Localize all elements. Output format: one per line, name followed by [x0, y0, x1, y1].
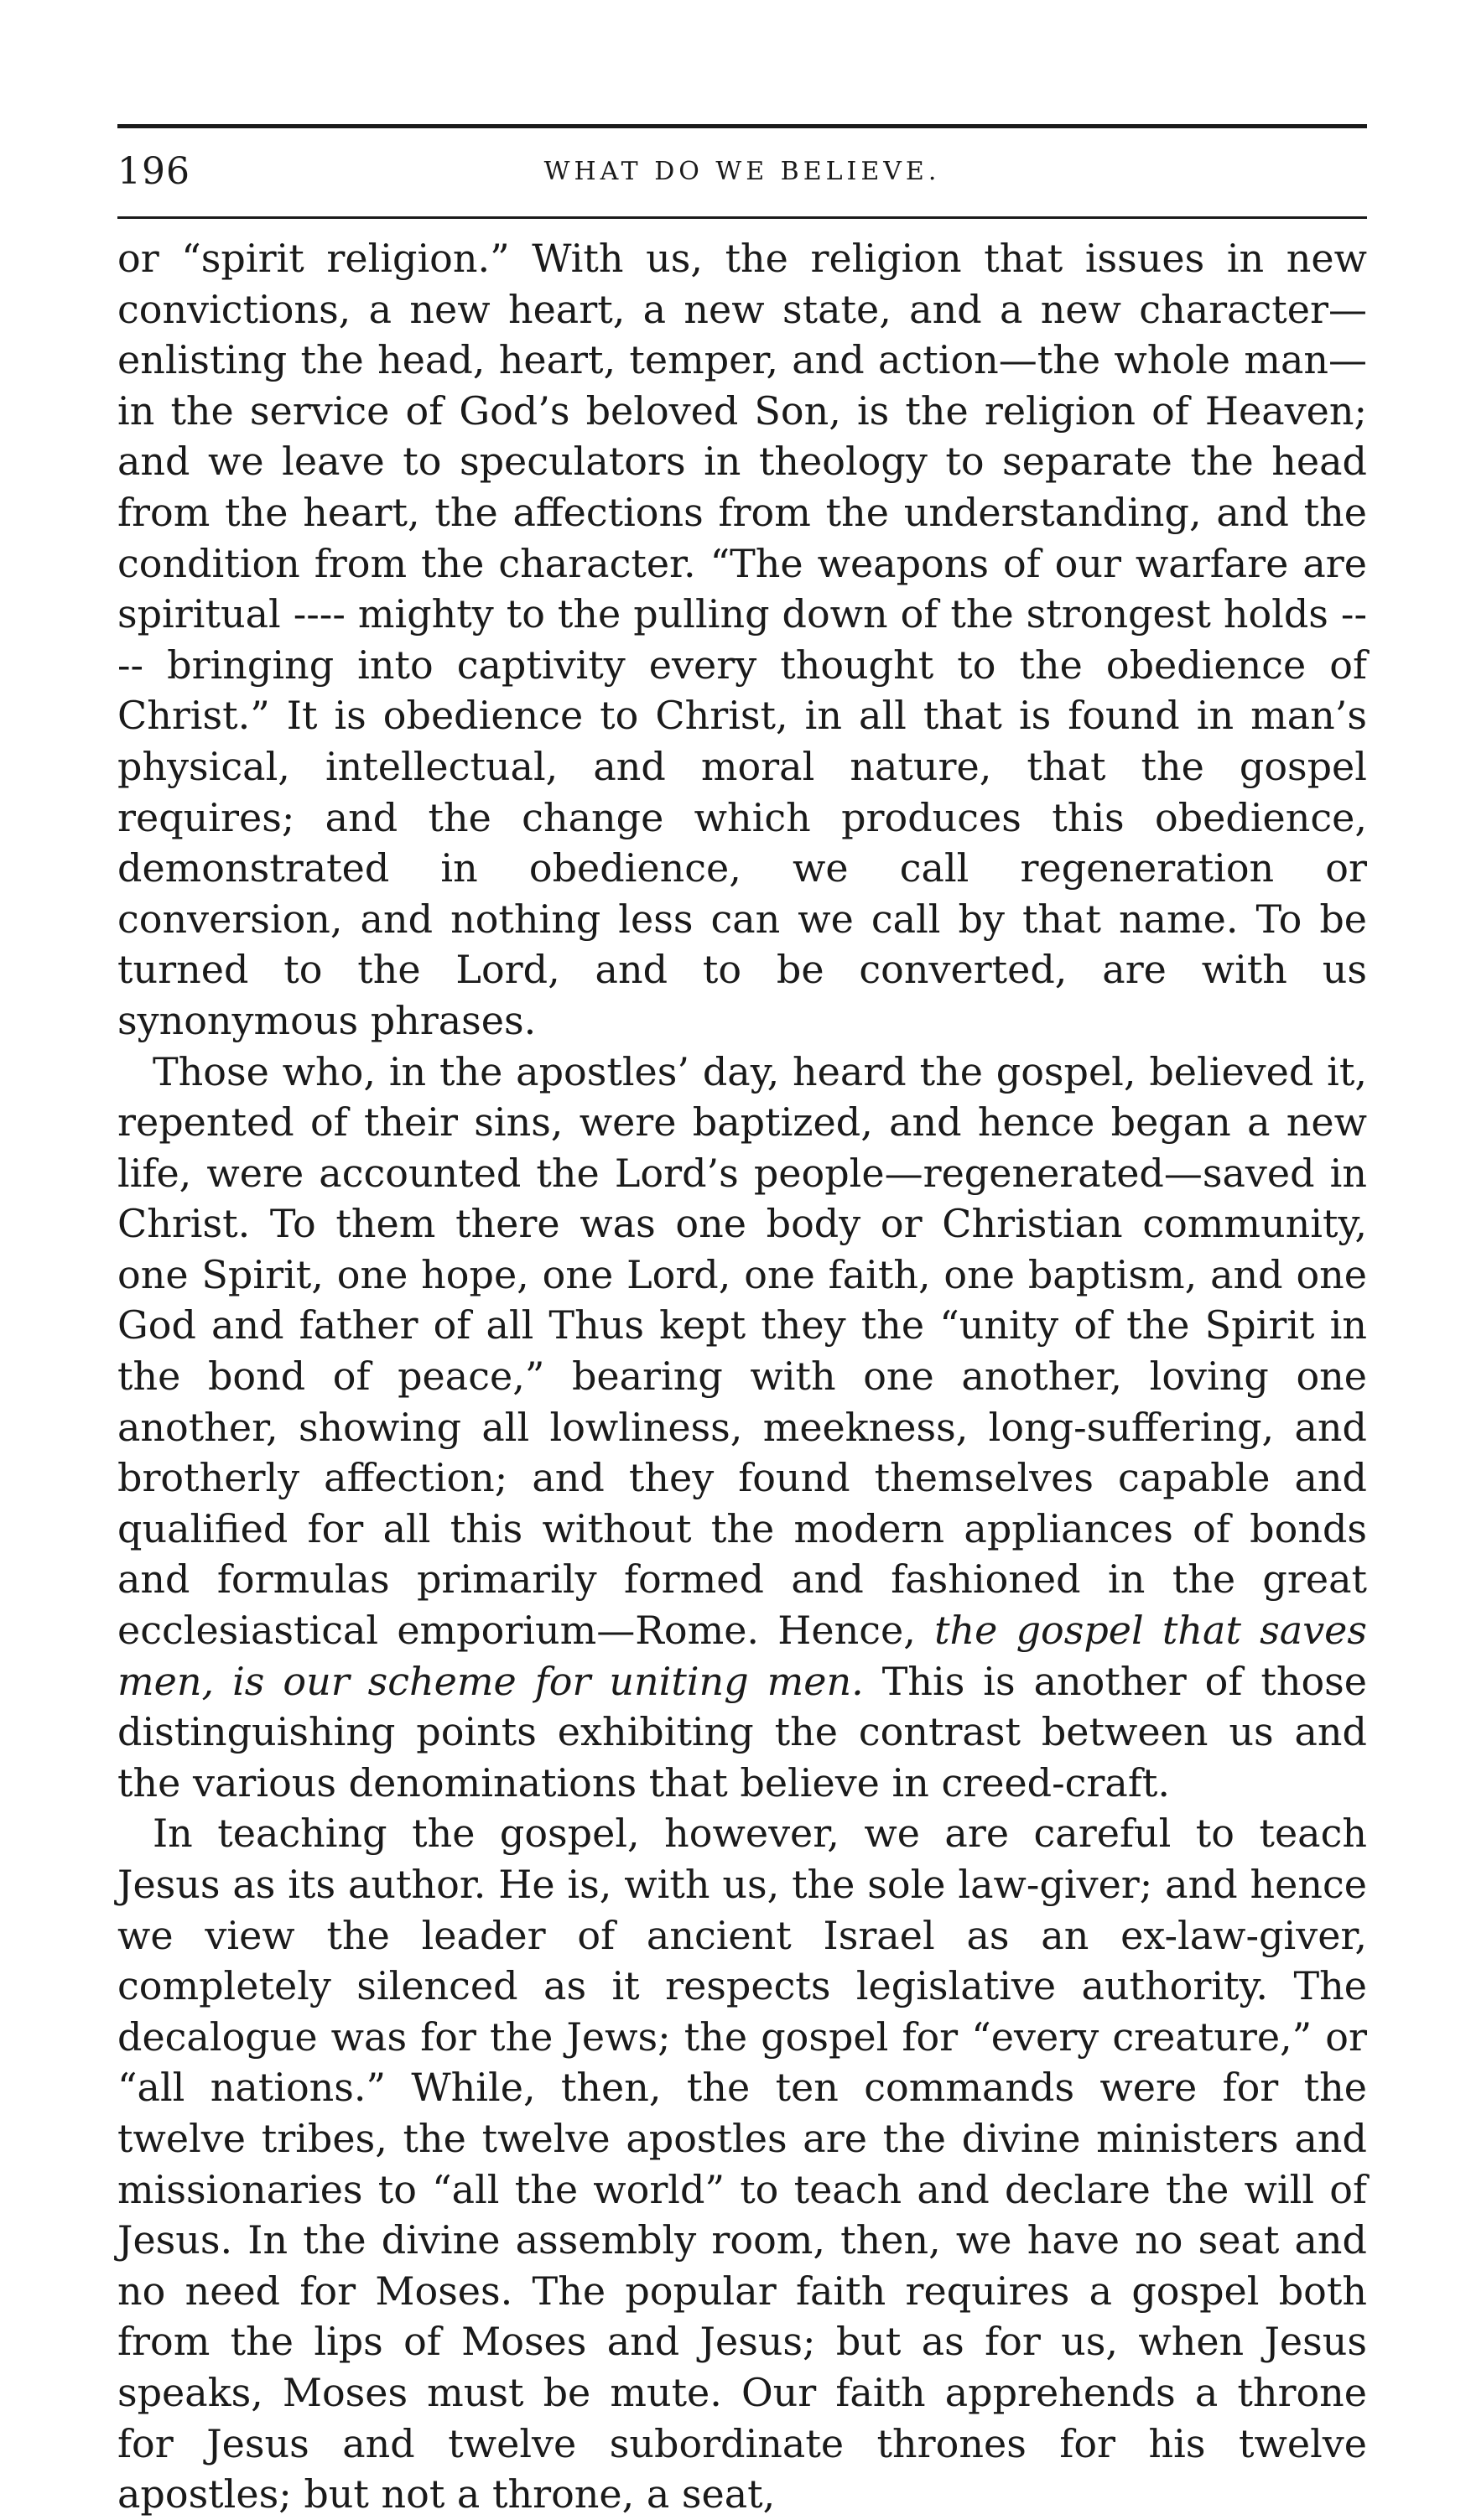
paragraph-1: or “spirit religion.” With us, the religion that issues in new convictions, a new heart, a new state, and a new character—enlisting the head, heart, temper, and action—the whole man—in the service of God’s beloved Son, is the religion of Heaven; and we leave to speculators in theology to separate the head from the heart, the affections from the understanding, and the condition from the character. “The weapons of our warfare are spiritual ---- mighty to the pulling down of the strongest holds ---- bringing into captivity every thought to the obedience of Christ.” It is obedience to Christ, in all that is found in man’s physical, intellectual, and moral nature, that the gospel requires; and the change which produces this obedience, demonstrated in obedience, we call regeneration or conversion, and nothing less can we call by that name. To be turned to the Lord, and to be converted, are with us synonymous phrases. — [117, 236, 1367, 1043]
running-title: WHAT DO WE BELIEVE. — [543, 157, 941, 186]
paragraph-2-italic: the gospel that saves men, is our scheme for uniting men. — [117, 1608, 1368, 1704]
paragraph-2-end: This is another of those distinguishing points exhibiting the contrast between us and the various denominations that believe in creed-craft. — [117, 1658, 1368, 1806]
page-number: 196 — [117, 150, 190, 193]
body-text — [117, 233, 1367, 2520]
top-rule — [117, 124, 1367, 128]
running-head — [117, 143, 1367, 201]
header-rule — [117, 216, 1367, 219]
paragraph-2-start: Those who, in the apostles’ day, heard the gospel, believed it, repented of their sins, were baptized, and hence began a new life, were accounted the Lord’s people—regenerated—saved in Christ. To them there was one body or Christian community, one Spirit, one hope, one Lord, one faith, one baptism, and one God and father of all Thus kept they the “unity of the Spirit in the bond of peace,” bearing with one another, loving one another, showing all lowliness, meekness, long-suffering, and brotherly affection; and they found themselves capable and qualified for all this without the modern appliances of bonds and formulas primarily formed and fashioned in the great ecclesiastical emporium—Rome. Hence, — [117, 1048, 1367, 1654]
paragraph-2 — [117, 1047, 1367, 1809]
paragraph-3: In teaching the gospel, however, we are careful to teach Jesus as its author. He is, with us, the sole law-giver; and hence we view the leader of ancient Israel as an ex-law-giver, completely silenced as it respects legislative authority. The decalogue was for the Jews; the gospel for “every creature,” or “all nations.” While, then, the ten commands were for the twelve tribes, the twelve apostles are the divine ministers and missionaries to “all the world” to teach and declare the will of Jesus. In the divine assembly room, then, we have no seat and no need for Moses. The popular faith requires a gospel both from the lips of Moses and Jesus; but as for us, when Jesus speaks, Moses must be mute. Our faith apprehends a throne for Jesus and twelve subordinate thrones for his twelve apostles; but not a throne, a seat, — [117, 1811, 1367, 2517]
